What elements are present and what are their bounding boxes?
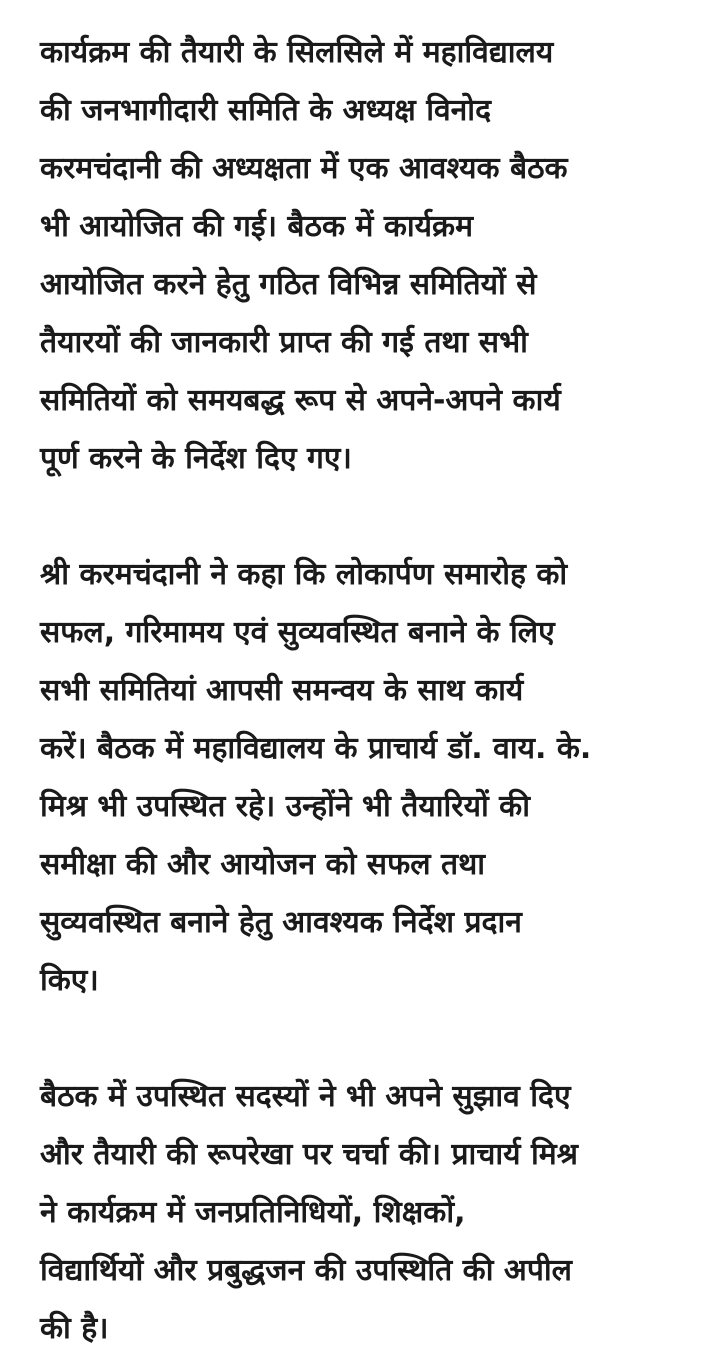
paragraph-line: ने कार्यक्रम में जनप्रतिनिधियों, शिक्षकों, [40, 1195, 466, 1230]
paragraph-line: आयोजित करने हेतु गठित विभिन्न समितियों से [40, 267, 537, 302]
paragraph-chairman-statement [40, 546, 690, 1010]
paragraph-line: समितियों को समयबद्ध रूप से अपने-अपने कार्य [40, 383, 561, 418]
paragraph-line: सफल, गरिमामय एवं सुव्यवस्थित बनाने के लिए [40, 615, 555, 650]
paragraph-line: करें। बैठक में महाविद्यालय के प्राचार्य डॉ. वाय. के. [40, 731, 592, 766]
paragraph-line: की है। [40, 1311, 109, 1346]
paragraph-line: समीक्षा की और आयोजन को सफल तथा [40, 847, 486, 882]
paragraph-line: मिश्र भी उपस्थित रहे। उन्होंने भी तैयारियों की [40, 789, 530, 824]
paragraph-line: और तैयारी की रूपरेखा पर चर्चा की। प्राचार्य मिश्र [40, 1137, 578, 1172]
paragraph-line: बैठक में उपस्थित सदस्यों ने भी अपने सुझाव दिए [40, 1079, 571, 1114]
paragraph-line: भी आयोजित की गई। बैठक में कार्यक्रम [40, 209, 474, 244]
paragraph-members-suggestions [40, 1068, 690, 1358]
paragraph-preparation-meeting [40, 24, 690, 488]
paragraph-line: सभी समितियां आपसी समन्वय के साथ कार्य [40, 673, 524, 708]
paragraph-line: कार्यक्रम की तैयारी के सिलसिले में महाविद्यालय [40, 35, 554, 70]
paragraph-line: किए। [40, 963, 99, 998]
article-body [40, 24, 690, 1358]
paragraph-line: विद्यार्थियों और प्रबुद्धजन की उपस्थिति की अपील [40, 1253, 572, 1288]
paragraph-line: करमचंदानी की अध्यक्षता में एक आवश्यक बैठक [40, 151, 568, 186]
paragraph-line: तैयारयों की जानकारी प्राप्त की गई तथा सभी [40, 325, 528, 360]
paragraph-line: श्री करमचंदानी ने कहा कि लोकार्पण समारोह को [40, 557, 568, 592]
paragraph-line: सुव्यवस्थित बनाने हेतु आवश्यक निर्देश प्रदान [40, 905, 522, 940]
paragraph-line: की जनभागीदारी समिति के अध्यक्ष विनोद [40, 93, 492, 128]
paragraph-line: पूर्ण करने के निर्देश दिए गए। [40, 441, 352, 476]
